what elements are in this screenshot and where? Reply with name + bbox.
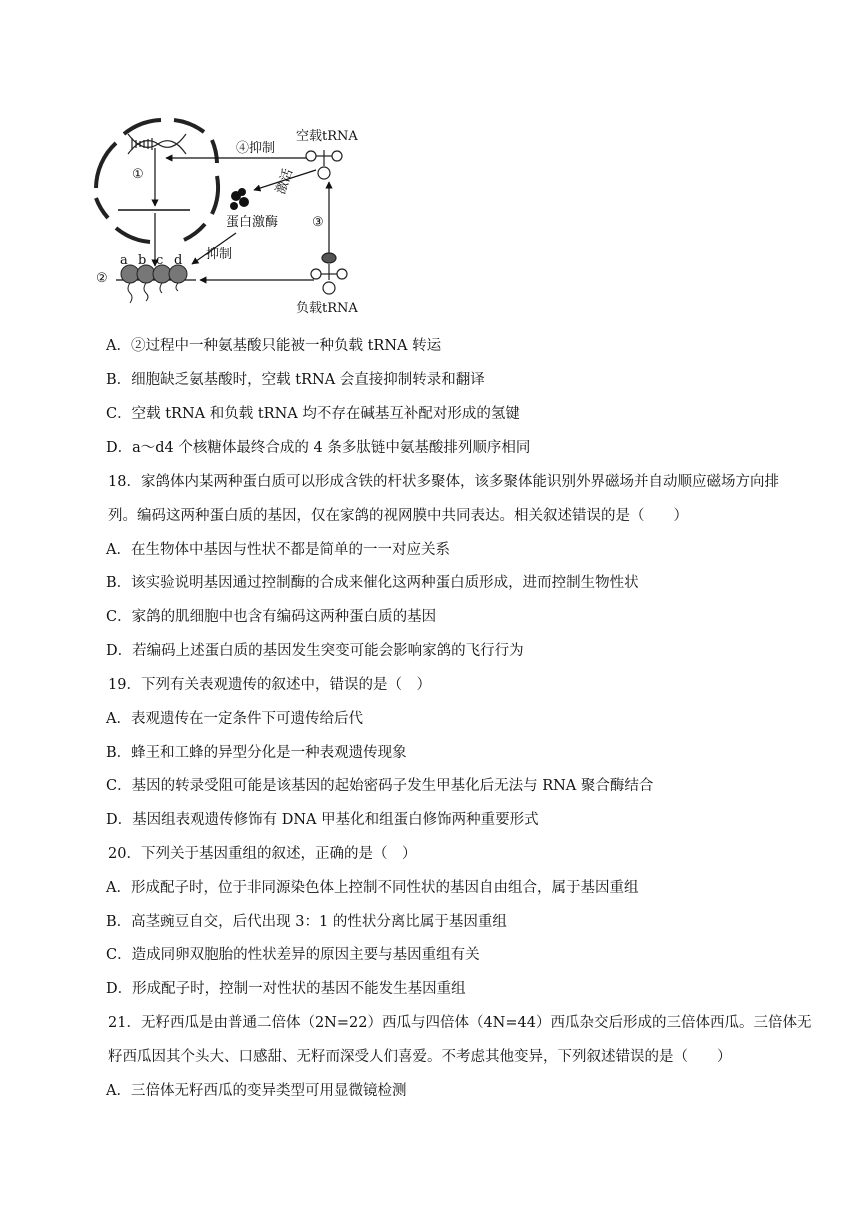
q18-stem-line2: 列。编码这两种蛋白质的基因，仅在家鸽的视网膜中共同表达。相关叙述错误的是（ ） <box>108 508 688 524</box>
nucleus-membrane <box>96 120 218 242</box>
q17-option-a: A．②过程中一种氨基酸只能被一种负载 tRNA 转运 <box>106 338 442 354</box>
ribosome-chain <box>116 265 196 303</box>
q17-option-c: C．空载 tRNA 和负载 tRNA 均不存在碱基互补配对形成的氢键 <box>106 406 520 422</box>
q17-option-b: B．细胞缺乏氨基酸时，空载 tRNA 会直接抑制转录和翻译 <box>106 372 485 388</box>
q20-option-d: D．形成配子时，控制一对性状的基因不能发生基因重组 <box>106 981 466 997</box>
q18-option-a: A．在生物体中基因与性状不都是简单的一一对应关系 <box>106 542 450 558</box>
empty-trna-label: 空载tRNA <box>296 129 358 144</box>
ribosome-b-label: b <box>138 253 147 268</box>
activate-label: 激活 <box>273 166 297 197</box>
protein-kinase-icon <box>230 188 249 210</box>
q21-stem-line2: 籽西瓜因其个头大、口感甜、无籽而深受人们喜爱。不考虑其他变异，下列叙述错误的是（ ） <box>108 1049 732 1065</box>
ribosome-c-label: c <box>156 253 164 268</box>
q19-option-d: D．基因组表观遗传修饰有 DNA 甲基化和组蛋白修饰两种重要形式 <box>106 812 539 828</box>
regulation-diagram <box>86 118 376 324</box>
step-1-label: ① <box>132 167 144 182</box>
q19-stem: 19．下列有关表观遗传的叙述中，错误的是（ ） <box>108 677 431 693</box>
inhibit-label: 抑制 <box>206 247 233 262</box>
ribosome-d-label: d <box>174 253 183 268</box>
q19-option-c: C．基因的转录受阻可能是该基因的起始密码子发生甲基化后无法与 RNA 聚合酶结合 <box>106 778 654 794</box>
q18-stem-line1: 18．家鸽体内某两种蛋白质可以形成含铁的杆状多聚体，该多聚体能识别外界磁场并自动顺应磁场方向排 <box>108 474 779 490</box>
protein-kinase-label: 蛋白激酶 <box>226 215 279 230</box>
inhibit-4-label: ④抑制 <box>236 141 276 156</box>
q18-option-b: B．该实验说明基因通过控制酶的合成来催化这两种蛋白质形成，进而控制生物性状 <box>106 575 639 591</box>
ribosome-a-label: a <box>120 253 128 268</box>
loaded-trna-icon <box>311 253 347 294</box>
q21-option-a: A．三倍体无籽西瓜的变异类型可用显微镜检测 <box>106 1083 407 1099</box>
step-3-label: ③ <box>312 215 324 230</box>
q20-option-b: B．高茎豌豆自交，后代出现 3：1 的性状分离比属于基因重组 <box>106 914 507 930</box>
q17-option-d: D．a～d4 个核糖体最终合成的 4 条多肽链中氨基酸排列顺序相同 <box>106 440 531 456</box>
q19-option-a: A．表观遗传在一定条件下可遗传给后代 <box>106 711 363 727</box>
empty-trna-icon <box>306 150 342 179</box>
q20-option-c: C．造成同卵双胞胎的性状差异的原因主要与基因重组有关 <box>106 947 480 963</box>
loaded-trna-label: 负载tRNA <box>296 301 358 316</box>
q19-option-b: B．蜂王和工蜂的异型分化是一种表观遗传现象 <box>106 745 407 761</box>
q21-stem-line1: 21．无籽西瓜是由普通二倍体（2N=22）西瓜与四倍体（4N=44）西瓜杂交后形成的三倍体西瓜。三倍体无 <box>108 1015 812 1031</box>
q20-stem: 20．下列关于基因重组的叙述，正确的是（ ） <box>108 846 417 862</box>
q20-option-a: A．形成配子时，位于非同源染色体上控制不同性状的基因自由组合，属于基因重组 <box>106 880 639 896</box>
q18-option-d: D．若编码上述蛋白质的基因发生突变可能会影响家鸽的飞行行为 <box>106 643 524 659</box>
step-2-label: ② <box>96 271 108 286</box>
q18-option-c: C．家鸽的肌细胞中也含有编码这两种蛋白质的基因 <box>106 609 437 625</box>
dna-helix <box>128 134 186 154</box>
